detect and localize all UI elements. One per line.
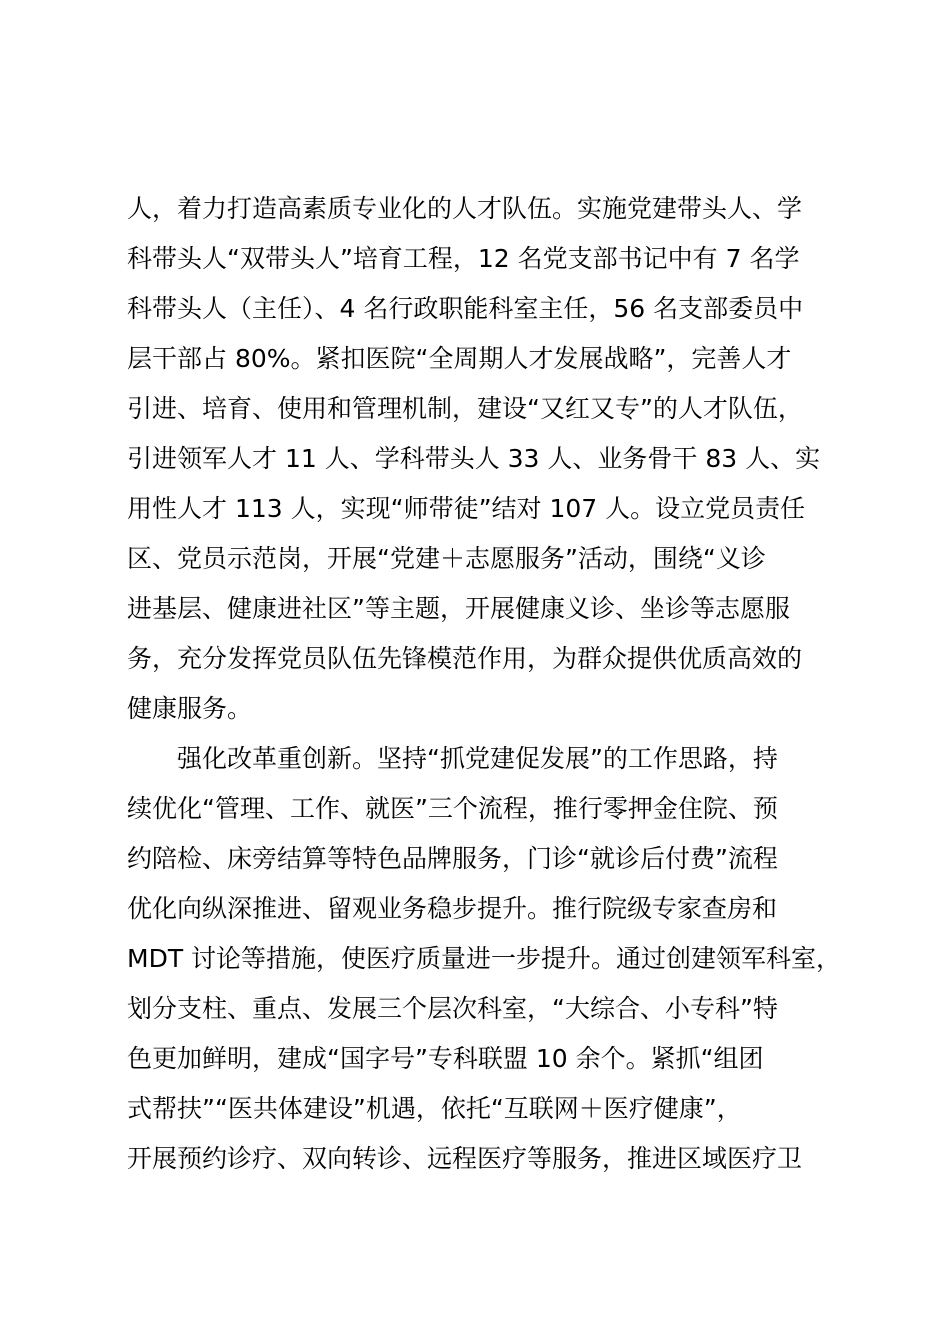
paragraph-1-line: 科带头人（主任）、4 名行政职能科室主任，56 名支部委员中 [127,294,804,323]
paragraph-1-line: 区、党员示范岗，开展“党建＋志愿服务”活动，围绕“义诊 [127,544,766,573]
paragraph-2-line: MDT 讨论等措施，使医疗质量进一步提升。通过创建领军科室， [127,944,842,973]
paragraph-2-line: 色更加鲜明，建成“国字号”专科联盟 10 余个。紧抓“组团 [127,1044,764,1073]
paragraph-1-line: 健康服务。 [127,694,253,723]
paragraph-2-line: 划分支柱、重点、发展三个层次科室，“大综合、小专科”特 [127,994,778,1023]
paragraph-2-line: 续优化“管理、工作、就医”三个流程，推行零押金住院、预 [127,794,778,823]
paragraph-1-line: 用性人才 113 人，实现“师带徒”结对 107 人。设立党员责任 [127,494,806,523]
paragraph-1-line: 进基层、健康进社区”等主题，开展健康义诊、坐诊等志愿服 [127,594,790,623]
paragraph-1-line: 务，充分发挥党员队伍先锋模范作用，为群众提供优质高效的 [127,644,803,673]
paragraph-1-line: 层干部占 80%。紧扣医院“全周期人才发展战略”，完善人才 [127,344,792,373]
paragraph-1-line: 人，着力打造高素质专业化的人才队伍。实施党建带头人、学 [127,194,803,223]
paragraph-2-first-line: 强化改革重创新。坚持“抓党建促发展”的工作思路，持 [177,744,778,773]
paragraph-2-line: 优化向纵深推进、留观业务稳步提升。推行院级专家查房和 [127,894,778,923]
body-text [127,184,857,1184]
paragraph-2-line: 开展预约诊疗、双向转诊、远程医疗等服务，推进区域医疗卫 [127,1144,803,1173]
paragraph-2-line: 式帮扶”“医共体建设”机遇，依托“互联网＋医疗健康”， [127,1094,742,1123]
paragraph-2-line: 约陪检、床旁结算等特色品牌服务，门诊“就诊后付费”流程 [127,844,778,873]
paragraph-1-line: 引进、培育、使用和管理机制，建设“又红又专”的人才队伍， [127,394,803,423]
paragraph-1-line: 引进领军人才 11 人、学科带头人 33 人、业务骨干 83 人、实 [127,444,821,473]
paragraph-1-line: 科带头人“双带头人”培育工程，12 名党支部书记中有 7 名学 [127,244,800,273]
